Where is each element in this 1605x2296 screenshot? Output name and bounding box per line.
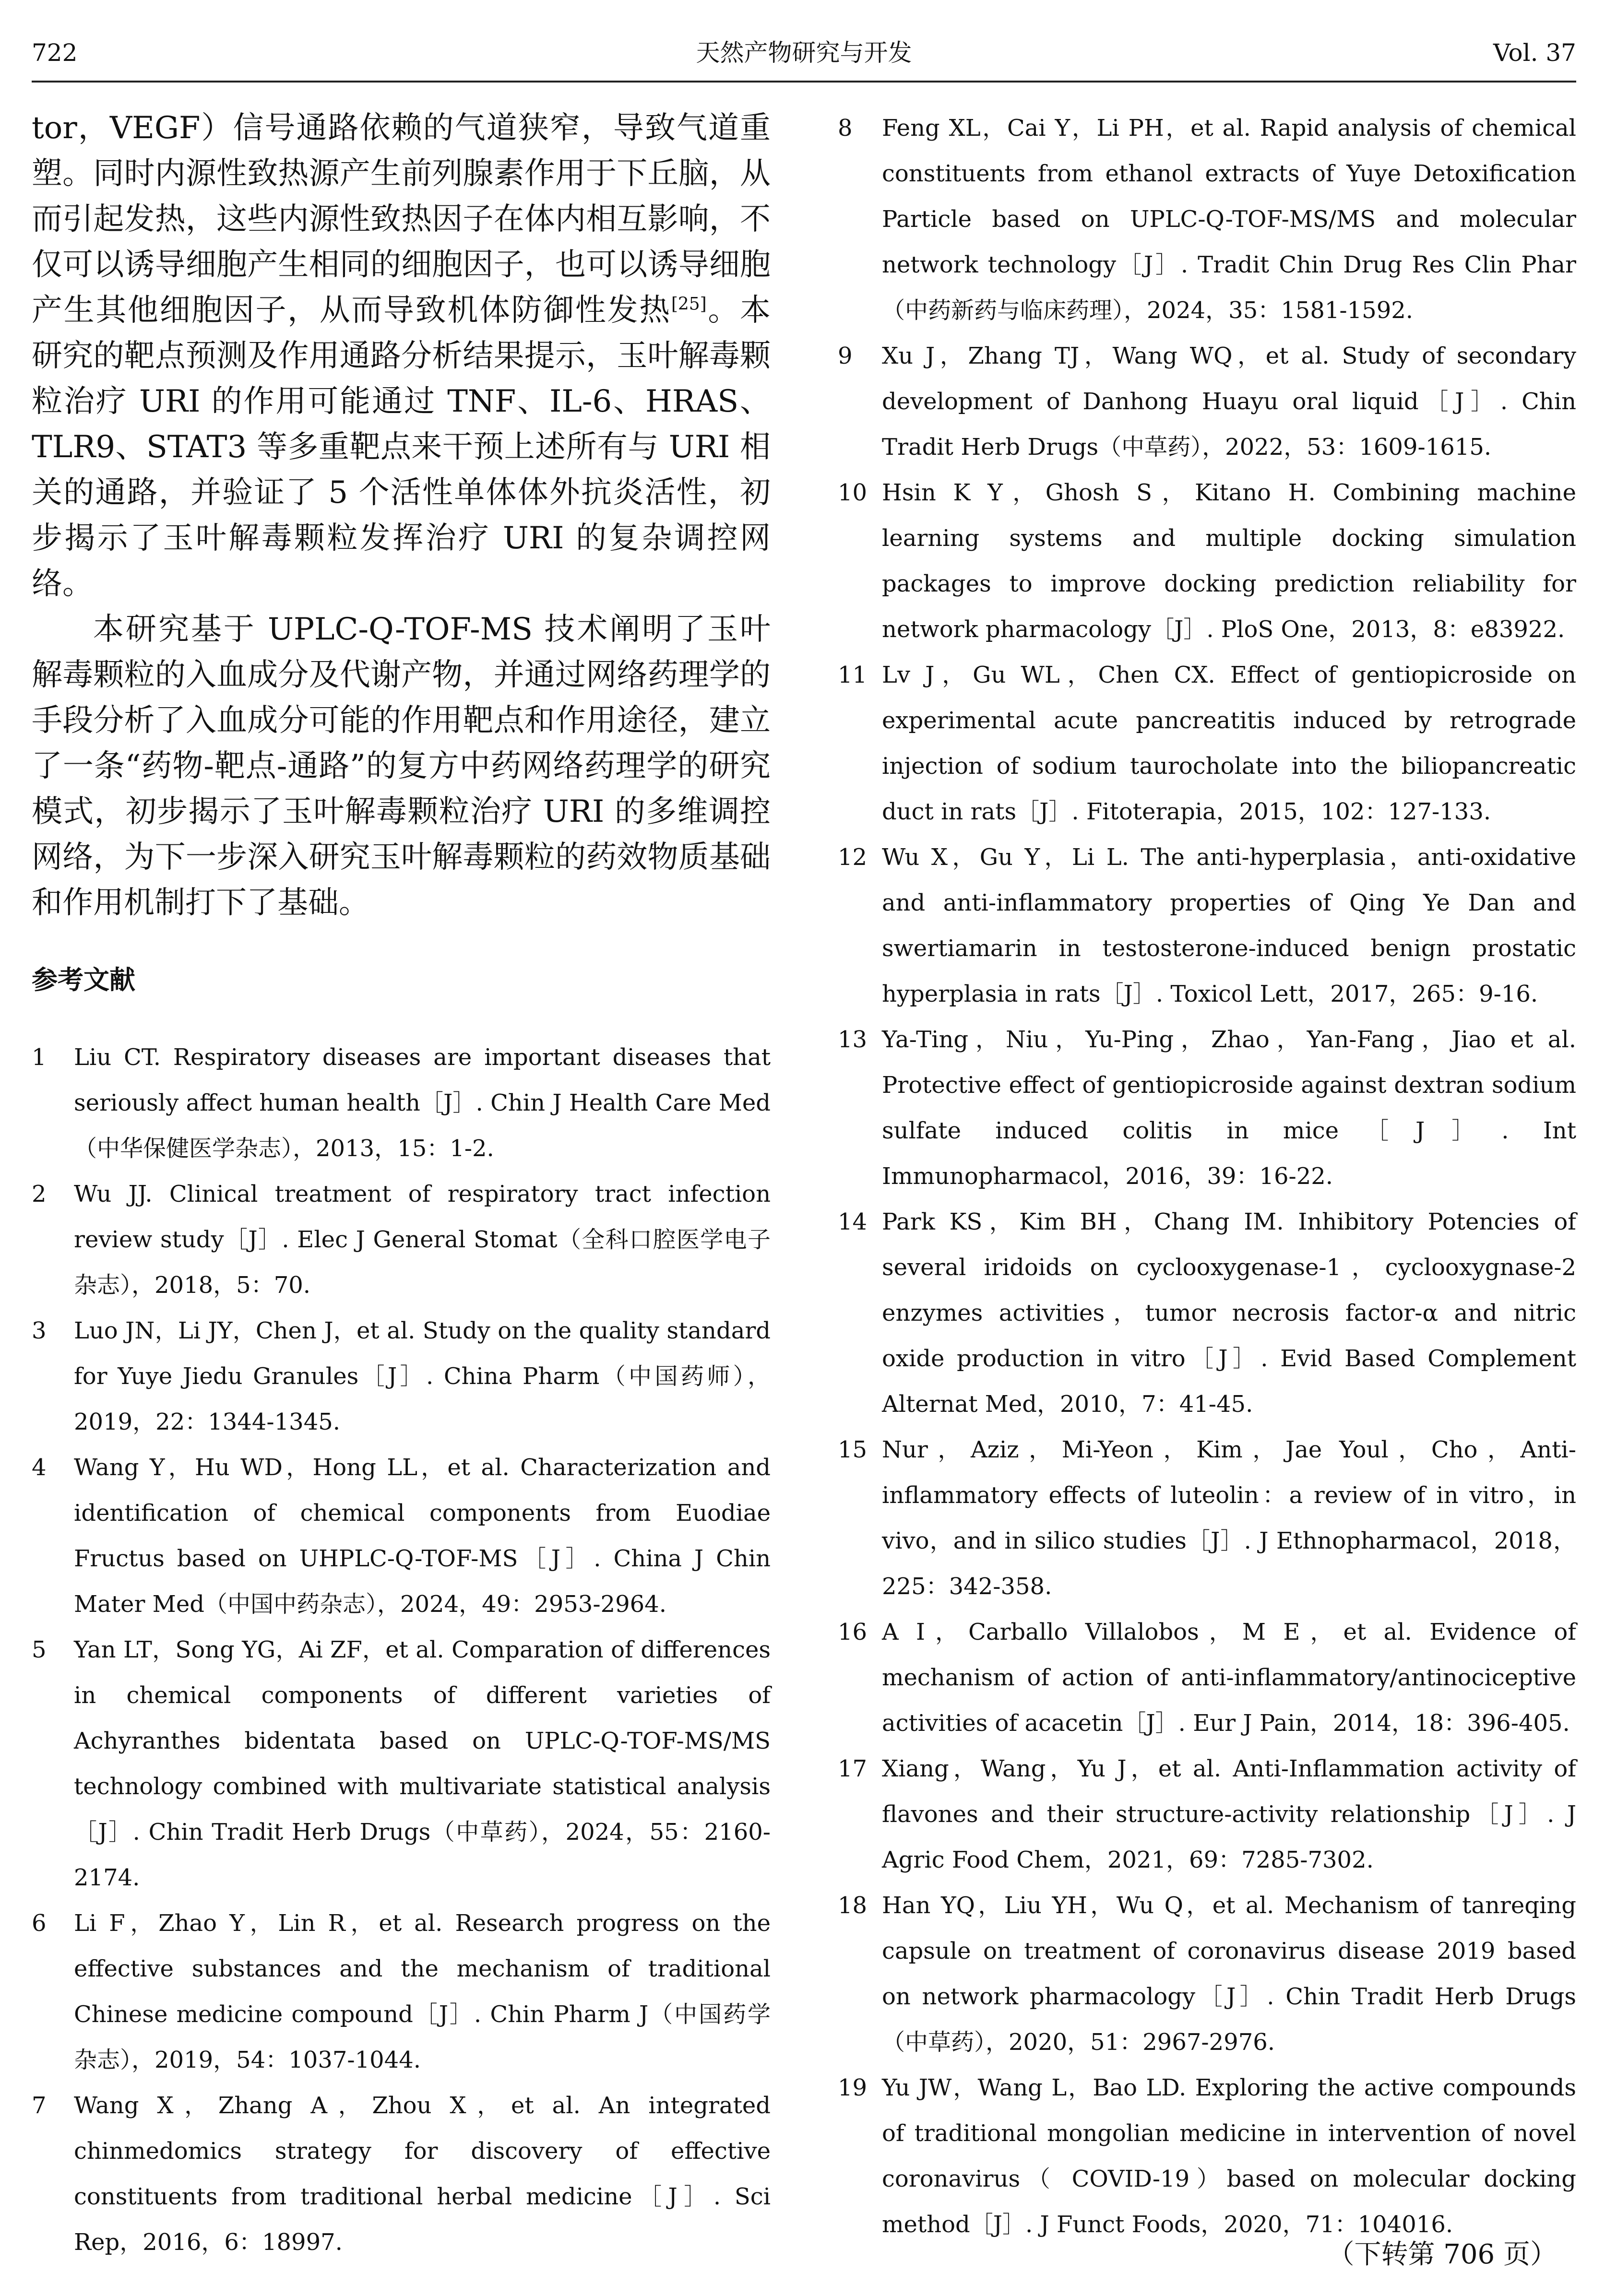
reference-text: Wang X，Zhang A，Zhou X，et al. An integrated chinmedomics strategy for discovery of effective constituents from traditional herbal medicine［J］. Sci Rep，2016，6：18997. bbox=[74, 2092, 771, 2256]
reference-number: 11 bbox=[838, 662, 868, 688]
reference-text: A I，Carballo Villalobos，M E，et al. Evidence of mechanism of action of anti-inflammatory/antinociceptive activities of acacetin［J］. Eur J Pain，2014，18：396-405. bbox=[882, 1619, 1576, 1737]
reference-number: 1 bbox=[32, 1044, 47, 1071]
reference-number: 17 bbox=[838, 1755, 868, 1782]
reference-text: Han YQ，Liu YH，Wu Q，et al. Mechanism of tanreqing capsule on treatment of coronavirus disease 2019 based on network pharmacology［J］. Chin Tradit Herb Drugs（中草药），2020，51：2967-2976. bbox=[882, 1892, 1576, 2056]
reference-number: 7 bbox=[32, 2092, 47, 2119]
references-heading: 参考文献 bbox=[32, 965, 135, 995]
reference-number: 14 bbox=[838, 1208, 868, 1235]
reference-text: Xu J，Zhang TJ，Wang WQ，et al. Study of secondary development of Danhong Huayu oral liquid［J］. Chin Tradit Herb Drugs（中草药），2022，53：1609-1615. bbox=[882, 343, 1576, 461]
reference-number: 16 bbox=[838, 1619, 868, 1645]
reference-item bbox=[838, 1199, 1576, 1427]
reference-item bbox=[32, 1627, 771, 1901]
reference-item bbox=[32, 1901, 771, 2083]
reference-text: Hsin K Y，Ghosh S，Kitano H. Combining machine learning systems and multiple docking simulation packages to improve docking prediction reliability for network pharmacology［J］. PloS One，2013，8：e83922. bbox=[882, 479, 1576, 643]
running-header bbox=[32, 29, 1576, 77]
reference-number: 6 bbox=[32, 1910, 47, 1937]
volume-label: Vol. 37 bbox=[1493, 39, 1576, 67]
reference-item bbox=[838, 1427, 1576, 1610]
body-paragraph-2: 本研究基于 UPLC-Q-TOF-MS 技术阐明了玉叶解毒颗粒的入血成分及代谢产物，并通过网络药理学的手段分析了入血成分可能的作用靶点和作用途径，建立了一条“药物-靶点-通路”的复方中药网络药理学的研究模式，初步揭示了玉叶解毒颗粒治疗 URI 的多维调控网络，为下一步深入研究玉叶解毒颗粒的药效物质基础和作用机制打下了基础。 bbox=[32, 612, 771, 921]
reference-item bbox=[838, 1746, 1576, 1883]
reference-item bbox=[838, 835, 1576, 1017]
left-column bbox=[32, 106, 771, 2265]
reference-number: 5 bbox=[32, 1636, 47, 1663]
reference-text: Wu X，Gu Y，Li L. The anti-hyperplasia，anti-oxidative and anti-inflammatory properties of Qing Ye Dan and swertiamarin in testosterone-induced benign prostatic hyperplasia in rats［J］. Toxicol Lett，2017，265：9-16. bbox=[882, 844, 1576, 1007]
body-paragraph-1 bbox=[32, 106, 771, 607]
reference-text: Xiang，Wang，Yu J，et al. Anti-Inflammation activity of flavones and their structure-activity relationship［J］. J Agric Food Chem，2021，69：7285-7302. bbox=[882, 1755, 1576, 1873]
reference-text: Wu JJ. Clinical treatment of respiratory tract infection review study［J］. Elec J General Stomat（全科口腔医学电子杂志），2018，5：70. bbox=[74, 1181, 771, 1299]
reference-number: 10 bbox=[838, 479, 868, 506]
reference-text: Liu CT. Respiratory diseases are important diseases that seriously affect human health［J］. Chin J Health Care Med（中华保健医学杂志），2013，15：1-2. bbox=[74, 1044, 771, 1162]
reference-text: Li F，Zhao Y，Lin R，et al. Research progress on the effective substances and the mechanism of traditional Chinese medicine compound［J］. Chin Pharm J（中国药学杂志），2019，54：1037-1044. bbox=[74, 1910, 771, 2073]
reference-item bbox=[838, 106, 1576, 333]
reference-text: Luo JN，Li JY，Chen J，et al. Study on the quality standard for Yuye Jiedu Granules［J］. China Pharm（中国药师），2019，22：1344-1345. bbox=[74, 1317, 771, 1435]
reference-number: 15 bbox=[838, 1436, 868, 1463]
reference-item bbox=[32, 2083, 771, 2265]
reference-item bbox=[838, 1017, 1576, 1199]
page-number: 722 bbox=[32, 39, 78, 67]
right-column bbox=[838, 106, 1576, 2248]
reference-text: Lv J，Gu WL，Chen CX. Effect of gentiopicroside on experimental acute pancreatitis induced by retrograde injection of sodium taurocholate into the biliopancreatic duct in rats［J］. Fitoterapia，2015，102：127-133. bbox=[882, 662, 1576, 825]
paragraph-1-text-a: tor，VEGF）信号通路依赖的气道狭窄，导致气道重塑。同时内源性致热源产生前列腺素作用于下丘脑，从而引起发热，这些内源性致热因子在体内相互影响，不仅可以诱导细胞产生相同的细胞因子，也可以诱导细胞产生其他细胞因子，从而导致机体防御性发热 bbox=[32, 110, 771, 328]
header-rule bbox=[32, 81, 1576, 83]
reference-item bbox=[32, 1445, 771, 1627]
continuation-note: （下转第 706 页） bbox=[1327, 2239, 1557, 2270]
reference-number: 2 bbox=[32, 1181, 47, 1207]
reference-number: 3 bbox=[32, 1317, 47, 1344]
reference-text: Park KS，Kim BH，Chang IM. Inhibitory Potencies of several iridoids on cyclooxygenase-1，cyclooxygnase-2 enzymes activities，tumor necrosis factor-α and nitric oxide production in vitro［J］. Evid Based Complement Alternat Med，2010，7：41-45. bbox=[882, 1208, 1576, 1418]
reference-text: Ya-Ting，Niu，Yu-Ping，Zhao，Yan-Fang，Jiao et al. Protective effect of gentiopicroside against dextran sodium sulfate induced colitis in mice［J］. Int Immunopharmacol，2016，39：16-22. bbox=[882, 1026, 1576, 1190]
reference-text: Yu JW，Wang L，Bao LD. Exploring the active compounds of traditional mongolian medicine in intervention of novel coronavirus（ COVID-19）based on molecular docking method［J］. J Funct Foods，2020，71：104016. bbox=[882, 2074, 1576, 2238]
reference-number: 12 bbox=[838, 844, 868, 871]
reference-number: 9 bbox=[838, 343, 853, 369]
reference-item bbox=[32, 1172, 771, 1308]
reference-list-right bbox=[838, 106, 1576, 2248]
reference-text: Wang Y，Hu WD，Hong LL，et al. Characterization and identification of chemical components from Euodiae Fructus based on UHPLC-Q-TOF-MS［J］. China J Chin Mater Med（中国中药杂志），2024，49：2953-2964. bbox=[74, 1454, 771, 1618]
reference-item bbox=[32, 1308, 771, 1445]
reference-item bbox=[838, 652, 1576, 835]
reference-text: Feng XL，Cai Y，Li PH，et al. Rapid analysis of chemical constituents from ethanol extracts of Yuye Detoxification Particle based on UPLC-Q-TOF-MS/MS and molecular network technology［J］. Tradit Chin Drug Res Clin Phar（中药新药与临床药理），2024，35：1581-1592. bbox=[882, 115, 1576, 324]
citation-marker: [25] bbox=[671, 294, 707, 314]
reference-number: 19 bbox=[838, 2074, 868, 2101]
reference-item bbox=[32, 1035, 771, 1172]
reference-text: Yan LT，Song YG，Ai ZF，et al. Comparation of differences in chemical components of different varieties of Achyranthes bidentata based on UPLC-Q-TOF-MS/MS technology combined with multivariate statistical analysis［J］. Chin Tradit Herb Drugs（中草药），2024，55：2160-2174. bbox=[74, 1636, 771, 1891]
reference-item bbox=[838, 470, 1576, 652]
reference-text: Nur，Aziz，Mi-Yeon，Kim，Jae Youl，Cho，Anti-inflammatory effects of luteolin：a review of in vitro，in vivo，and in silico studies［J］. J Ethnopharmacol，2018，225：342-358. bbox=[882, 1436, 1576, 1600]
reference-item bbox=[838, 1883, 1576, 2065]
reference-item bbox=[838, 333, 1576, 470]
paragraph-1-text-b: 。本研究的靶点预测及作用通路分析结果提示，玉叶解毒颗粒治疗 URI 的作用可能通过 TNF、IL-6、HRAS、TLR9、STAT3 等多重靶点来干预上述所有与 URI 相关的通路，并验证了 5 个活性单体体外抗炎活性，初步揭示了玉叶解毒颗粒发挥治疗 URI 的复杂调控网络。 bbox=[32, 293, 771, 602]
reference-list-left bbox=[32, 1035, 771, 2265]
journal-page bbox=[32, 29, 1576, 2274]
journal-title: 天然产物研究与开发 bbox=[696, 39, 912, 67]
reference-number: 18 bbox=[838, 1892, 868, 1919]
reference-number: 4 bbox=[32, 1454, 47, 1481]
reference-number: 8 bbox=[838, 115, 853, 142]
reference-item bbox=[838, 2065, 1576, 2248]
reference-number: 13 bbox=[838, 1026, 868, 1053]
reference-item bbox=[838, 1610, 1576, 1746]
